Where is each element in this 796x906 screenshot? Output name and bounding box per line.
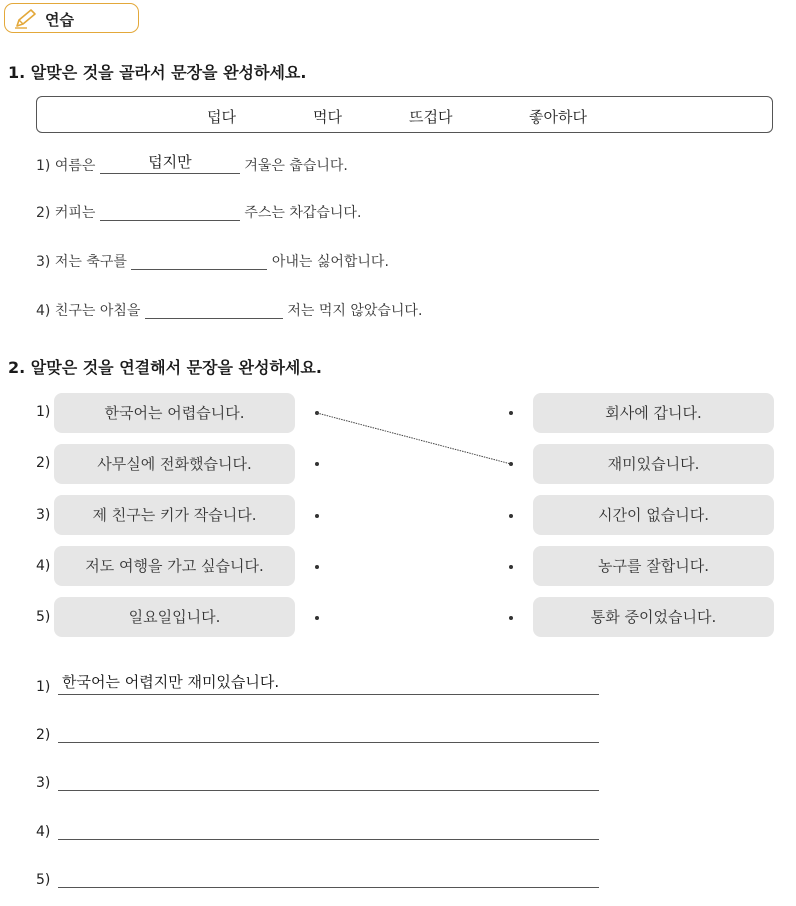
question-before: 친구는 아침을 bbox=[54, 303, 141, 319]
answer-line[interactable] bbox=[58, 789, 599, 791]
badge-label: 연습 bbox=[45, 11, 74, 29]
word-bank-item: 덥다 bbox=[207, 108, 236, 126]
left-item-2[interactable]: 사무실에 전화했습니다. bbox=[54, 444, 295, 484]
right-item-3[interactable]: 시간이 없습니다. bbox=[533, 495, 774, 535]
section1-heading: 1. 알맞은 것을 골라서 문장을 완성하세요. bbox=[8, 63, 307, 82]
section2-heading: 2. 알맞은 것을 연결해서 문장을 완성하세요. bbox=[8, 358, 322, 377]
question-before: 커피는 bbox=[54, 205, 96, 221]
left-item-1[interactable]: 한국어는 어렵습니다. bbox=[54, 393, 295, 433]
answer-number: 2) bbox=[36, 727, 51, 743]
answer-number: 5) bbox=[36, 872, 51, 888]
word-bank-item: 뜨겁다 bbox=[409, 108, 453, 126]
right-item-5[interactable]: 통화 중이었습니다. bbox=[533, 597, 774, 637]
match-number: 2) bbox=[36, 455, 51, 471]
question-number: 2) bbox=[36, 205, 51, 221]
left-item-5[interactable]: 일요일입니다. bbox=[54, 597, 295, 637]
left-item-4[interactable]: 저도 여행을 가고 싶습니다. bbox=[54, 546, 295, 586]
answer-number: 1) bbox=[36, 679, 51, 695]
question-after: 저는 먹지 않았습니다. bbox=[287, 303, 423, 319]
question-before: 여름은 bbox=[54, 158, 96, 174]
question-number: 3) bbox=[36, 254, 51, 270]
answer-line[interactable] bbox=[58, 886, 599, 888]
question-after: 주스는 차갑습니다. bbox=[244, 205, 362, 221]
match-number: 1) bbox=[36, 404, 51, 420]
word-bank-item: 좋아하다 bbox=[529, 108, 587, 126]
match-number: 3) bbox=[36, 507, 51, 523]
right-item-4[interactable]: 농구를 잘합니다. bbox=[533, 546, 774, 586]
answer-line[interactable] bbox=[58, 838, 599, 840]
handwritten-answer: 덥지만 bbox=[148, 153, 192, 171]
answer-number: 3) bbox=[36, 775, 51, 791]
match-number: 5) bbox=[36, 609, 51, 625]
right-item-2[interactable]: 재미있습니다. bbox=[533, 444, 774, 484]
question-after: 겨울은 춥습니다. bbox=[244, 158, 348, 174]
question-number: 1) bbox=[36, 158, 51, 174]
left-item-3[interactable]: 제 친구는 키가 작습니다. bbox=[54, 495, 295, 535]
match-number: 4) bbox=[36, 558, 51, 574]
answer-line[interactable] bbox=[58, 741, 599, 743]
answer-number: 4) bbox=[36, 824, 51, 840]
answer-line[interactable] bbox=[58, 693, 599, 695]
right-item-1[interactable]: 회사에 갑니다. bbox=[533, 393, 774, 433]
question-number: 4) bbox=[36, 303, 51, 319]
handwritten-answer: 한국어는 어렵지만 재미있습니다. bbox=[62, 673, 280, 691]
word-bank-item: 먹다 bbox=[313, 108, 342, 126]
question-after: 아내는 싫어합니다. bbox=[271, 254, 389, 270]
question-before: 저는 축구를 bbox=[54, 254, 127, 270]
